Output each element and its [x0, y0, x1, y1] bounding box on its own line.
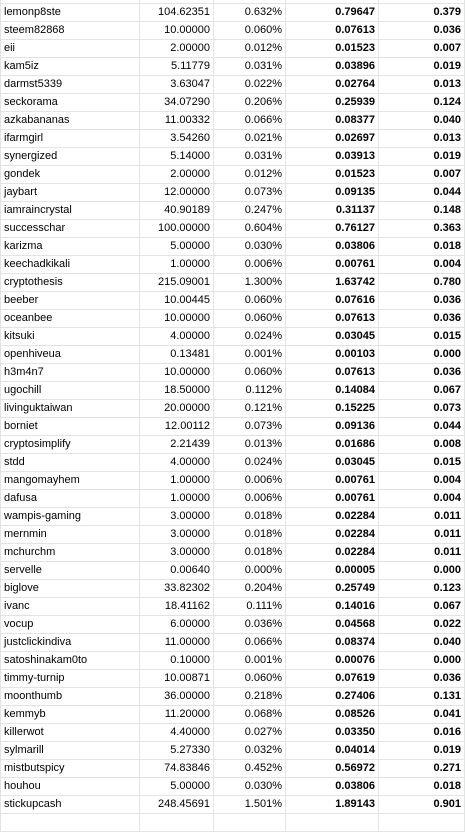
cell-value[interactable]: 0.02284 [286, 508, 379, 526]
cell-amount[interactable]: 3.00000 [140, 544, 214, 562]
cell-name[interactable]: kam5iz [1, 58, 140, 76]
cell-payout[interactable]: 0.011 [379, 526, 465, 544]
cell-name[interactable]: livinguktaiwan [1, 400, 140, 418]
cell-name[interactable]: kemmyb [1, 706, 140, 724]
table-row[interactable] [1, 40, 465, 58]
cell-name[interactable]: darmst5339 [1, 76, 140, 94]
cell-amount[interactable]: 0.10000 [140, 652, 214, 670]
cell-payout[interactable]: 0.004 [379, 472, 465, 490]
table-row[interactable] [1, 436, 465, 454]
cell-amount[interactable]: 248.45691 [140, 796, 214, 814]
cell-name[interactable]: mchurchm [1, 544, 140, 562]
table-row[interactable] [1, 472, 465, 490]
cell-value[interactable]: 0.09135 [286, 184, 379, 202]
table-row[interactable] [1, 526, 465, 544]
table-row[interactable] [1, 724, 465, 742]
cell-name[interactable]: wampis-gaming [1, 508, 140, 526]
cell-value[interactable]: 0.02284 [286, 544, 379, 562]
cell-percent[interactable]: 0.073% [214, 184, 286, 202]
cell-name[interactable]: killerwot [1, 724, 140, 742]
cell-value[interactable] [286, 814, 379, 832]
cell-payout[interactable]: 0.013 [379, 130, 465, 148]
cell-value[interactable]: 0.03896 [286, 58, 379, 76]
cell-name[interactable]: dafusa [1, 490, 140, 508]
cell-payout[interactable]: 0.901 [379, 796, 465, 814]
cell-payout[interactable]: 0.036 [379, 292, 465, 310]
cell-payout[interactable]: 0.041 [379, 706, 465, 724]
cell-amount[interactable]: 10.00871 [140, 670, 214, 688]
cell-value[interactable]: 0.04014 [286, 742, 379, 760]
cell-amount[interactable]: 20.00000 [140, 400, 214, 418]
cell-payout[interactable]: 0.271 [379, 760, 465, 778]
cell-payout[interactable]: 0.780 [379, 274, 465, 292]
cell-name[interactable]: openhiveua [1, 346, 140, 364]
cell-percent[interactable]: 0.006% [214, 490, 286, 508]
table-row[interactable] [1, 400, 465, 418]
cell-amount[interactable]: 40.90189 [140, 202, 214, 220]
cell-amount[interactable]: 1.00000 [140, 490, 214, 508]
cell-percent[interactable]: 0.073% [214, 418, 286, 436]
cell-amount[interactable]: 100.00000 [140, 220, 214, 238]
cell-value[interactable]: 0.03806 [286, 778, 379, 796]
cell-payout[interactable]: 0.007 [379, 166, 465, 184]
cell-value[interactable]: 0.07613 [286, 310, 379, 328]
table-row[interactable] [1, 256, 465, 274]
cell-name[interactable]: eii [1, 40, 140, 58]
cell-name[interactable] [1, 814, 140, 832]
cell-amount[interactable]: 3.63047 [140, 76, 214, 94]
cell-name[interactable]: kitsuki [1, 328, 140, 346]
cell-payout[interactable]: 0.019 [379, 742, 465, 760]
cell-amount[interactable]: 104.62351 [140, 4, 214, 22]
table-row[interactable] [1, 652, 465, 670]
cell-payout[interactable]: 0.000 [379, 652, 465, 670]
cell-payout[interactable]: 0.131 [379, 688, 465, 706]
cell-percent[interactable]: 0.012% [214, 166, 286, 184]
table-row[interactable] [1, 796, 465, 814]
table-row[interactable] [1, 166, 465, 184]
cell-amount[interactable]: 0.00640 [140, 562, 214, 580]
cell-value[interactable]: 0.00103 [286, 346, 379, 364]
cell-amount[interactable]: 2.00000 [140, 166, 214, 184]
table-row[interactable] [1, 346, 465, 364]
cell-payout[interactable] [379, 814, 465, 832]
table-row[interactable] [1, 382, 465, 400]
cell-payout[interactable]: 0.015 [379, 328, 465, 346]
cell-percent[interactable]: 0.024% [214, 454, 286, 472]
cell-value[interactable]: 0.27406 [286, 688, 379, 706]
cell-percent[interactable]: 0.030% [214, 778, 286, 796]
cell-payout[interactable]: 0.000 [379, 346, 465, 364]
cell-name[interactable]: timmy-turnip [1, 670, 140, 688]
cell-name[interactable]: steem82868 [1, 22, 140, 40]
table-row[interactable] [1, 580, 465, 598]
cell-percent[interactable]: 0.030% [214, 238, 286, 256]
cell-value[interactable]: 0.76127 [286, 220, 379, 238]
cell-name[interactable]: satoshinakam0to [1, 652, 140, 670]
cell-value[interactable]: 0.02697 [286, 130, 379, 148]
table-row[interactable] [1, 94, 465, 112]
cell-name[interactable]: ugochill [1, 382, 140, 400]
table-row[interactable] [1, 706, 465, 724]
cell-value[interactable]: 0.25939 [286, 94, 379, 112]
cell-name[interactable]: mernmin [1, 526, 140, 544]
cell-value[interactable]: 0.03913 [286, 148, 379, 166]
cell-payout[interactable]: 0.044 [379, 418, 465, 436]
cell-amount[interactable]: 18.50000 [140, 382, 214, 400]
cell-payout[interactable]: 0.004 [379, 490, 465, 508]
cell-value[interactable]: 0.08374 [286, 634, 379, 652]
cell-name[interactable]: sylmarill [1, 742, 140, 760]
cell-value[interactable]: 0.15225 [286, 400, 379, 418]
cell-payout[interactable]: 0.000 [379, 562, 465, 580]
cell-percent[interactable]: 0.036% [214, 616, 286, 634]
cell-payout[interactable]: 0.044 [379, 184, 465, 202]
table-row[interactable] [1, 778, 465, 796]
cell-value[interactable]: 0.14016 [286, 598, 379, 616]
cell-value[interactable]: 0.03350 [286, 724, 379, 742]
cell-name[interactable]: cryptothesis [1, 274, 140, 292]
cell-amount[interactable]: 11.00000 [140, 634, 214, 652]
cell-percent[interactable]: 0.066% [214, 112, 286, 130]
cell-amount[interactable]: 2.21439 [140, 436, 214, 454]
table-row[interactable] [1, 148, 465, 166]
cell-value[interactable]: 1.89143 [286, 796, 379, 814]
cell-amount[interactable]: 3.00000 [140, 508, 214, 526]
cell-value[interactable]: 0.07619 [286, 670, 379, 688]
cell-percent[interactable]: 0.018% [214, 544, 286, 562]
cell-amount[interactable]: 4.40000 [140, 724, 214, 742]
cell-payout[interactable]: 0.016 [379, 724, 465, 742]
table-row[interactable] [1, 4, 465, 22]
cell-name[interactable]: gondek [1, 166, 140, 184]
table-row[interactable] [1, 76, 465, 94]
cell-percent[interactable]: 0.006% [214, 472, 286, 490]
cell-value[interactable]: 0.01523 [286, 40, 379, 58]
cell-amount[interactable]: 5.14000 [140, 148, 214, 166]
cell-percent[interactable]: 0.066% [214, 634, 286, 652]
table-row[interactable] [1, 58, 465, 76]
table-row[interactable] [1, 364, 465, 382]
table-row[interactable] [1, 814, 465, 832]
cell-amount[interactable]: 10.00000 [140, 22, 214, 40]
cell-amount[interactable]: 1.00000 [140, 472, 214, 490]
cell-name[interactable]: beeber [1, 292, 140, 310]
cell-payout[interactable]: 0.040 [379, 634, 465, 652]
cell-value[interactable]: 0.08526 [286, 706, 379, 724]
cell-value[interactable]: 0.03045 [286, 328, 379, 346]
table-row[interactable] [1, 742, 465, 760]
cell-percent[interactable]: 0.111% [214, 598, 286, 616]
cell-name[interactable]: oceanbee [1, 310, 140, 328]
cell-amount[interactable]: 3.00000 [140, 526, 214, 544]
cell-percent[interactable]: 0.018% [214, 508, 286, 526]
cell-name[interactable]: mangomayhem [1, 472, 140, 490]
table-row[interactable] [1, 238, 465, 256]
cell-payout[interactable]: 0.013 [379, 76, 465, 94]
cell-value[interactable]: 1.63742 [286, 274, 379, 292]
cell-name[interactable]: stickupcash [1, 796, 140, 814]
cell-value[interactable]: 0.00761 [286, 472, 379, 490]
cell-percent[interactable]: 0.060% [214, 310, 286, 328]
cell-value[interactable]: 0.00761 [286, 490, 379, 508]
cell-name[interactable]: keechadkikali [1, 256, 140, 274]
cell-payout[interactable]: 0.011 [379, 544, 465, 562]
cell-percent[interactable]: 0.032% [214, 742, 286, 760]
cell-value[interactable]: 0.03045 [286, 454, 379, 472]
table-row[interactable] [1, 310, 465, 328]
cell-name[interactable]: iamraincrystal [1, 202, 140, 220]
table-row[interactable] [1, 670, 465, 688]
cell-name[interactable]: mistbutspicy [1, 760, 140, 778]
cell-percent[interactable]: 0.013% [214, 436, 286, 454]
cell-payout[interactable]: 0.008 [379, 436, 465, 454]
cell-value[interactable]: 0.07613 [286, 22, 379, 40]
table-row[interactable] [1, 184, 465, 202]
cell-value[interactable]: 0.56972 [286, 760, 379, 778]
cell-value[interactable]: 0.09136 [286, 418, 379, 436]
cell-payout[interactable]: 0.379 [379, 4, 465, 22]
cell-amount[interactable]: 18.41162 [140, 598, 214, 616]
cell-payout[interactable]: 0.124 [379, 94, 465, 112]
cell-amount[interactable]: 1.00000 [140, 256, 214, 274]
cell-payout[interactable]: 0.022 [379, 616, 465, 634]
cell-payout[interactable]: 0.040 [379, 112, 465, 130]
cell-value[interactable]: 0.04568 [286, 616, 379, 634]
table-row[interactable] [1, 418, 465, 436]
cell-name[interactable]: h3m4n7 [1, 364, 140, 382]
table-row[interactable] [1, 490, 465, 508]
cell-amount[interactable]: 0.13481 [140, 346, 214, 364]
cell-payout[interactable]: 0.036 [379, 364, 465, 382]
cell-payout[interactable]: 0.019 [379, 58, 465, 76]
cell-percent[interactable]: 0.218% [214, 688, 286, 706]
table-row[interactable] [1, 130, 465, 148]
cell-name[interactable]: ivanc [1, 598, 140, 616]
cell-value[interactable]: 0.07613 [286, 364, 379, 382]
cell-percent[interactable]: 0.031% [214, 58, 286, 76]
cell-payout[interactable]: 0.363 [379, 220, 465, 238]
cell-percent[interactable]: 0.000% [214, 562, 286, 580]
cell-value[interactable]: 0.31137 [286, 202, 379, 220]
cell-percent[interactable]: 0.060% [214, 670, 286, 688]
cell-percent[interactable]: 0.060% [214, 22, 286, 40]
cell-value[interactable]: 0.01523 [286, 166, 379, 184]
cell-payout[interactable]: 0.018 [379, 778, 465, 796]
cell-name[interactable]: jaybart [1, 184, 140, 202]
cell-payout[interactable]: 0.036 [379, 22, 465, 40]
cell-payout[interactable]: 0.148 [379, 202, 465, 220]
cell-percent[interactable] [214, 814, 286, 832]
cell-name[interactable]: biglove [1, 580, 140, 598]
cell-name[interactable]: synergized [1, 148, 140, 166]
cell-name[interactable]: karizma [1, 238, 140, 256]
table-row[interactable] [1, 634, 465, 652]
cell-value[interactable]: 0.00076 [286, 652, 379, 670]
table-row[interactable] [1, 274, 465, 292]
cell-value[interactable]: 0.02284 [286, 526, 379, 544]
cell-name[interactable]: servelle [1, 562, 140, 580]
cell-percent[interactable]: 0.012% [214, 40, 286, 58]
cell-payout[interactable]: 0.073 [379, 400, 465, 418]
cell-amount[interactable]: 10.00445 [140, 292, 214, 310]
cell-payout[interactable]: 0.067 [379, 382, 465, 400]
cell-value[interactable]: 0.03806 [286, 238, 379, 256]
cell-payout[interactable]: 0.015 [379, 454, 465, 472]
cell-payout[interactable]: 0.123 [379, 580, 465, 598]
table-row[interactable] [1, 616, 465, 634]
cell-payout[interactable]: 0.018 [379, 238, 465, 256]
table-row[interactable] [1, 22, 465, 40]
cell-percent[interactable]: 0.024% [214, 328, 286, 346]
cell-amount[interactable]: 33.82302 [140, 580, 214, 598]
table-row[interactable] [1, 292, 465, 310]
table-row[interactable] [1, 598, 465, 616]
cell-percent[interactable]: 0.022% [214, 76, 286, 94]
cell-name[interactable]: lemonp8ste [1, 4, 140, 22]
cell-value[interactable]: 0.01686 [286, 436, 379, 454]
cell-amount[interactable]: 5.27330 [140, 742, 214, 760]
cell-payout[interactable]: 0.019 [379, 148, 465, 166]
cell-name[interactable]: successchar [1, 220, 140, 238]
cell-name[interactable]: vocup [1, 616, 140, 634]
cell-amount[interactable]: 10.00000 [140, 310, 214, 328]
cell-percent[interactable]: 0.027% [214, 724, 286, 742]
cell-payout[interactable]: 0.004 [379, 256, 465, 274]
table-row[interactable] [1, 454, 465, 472]
cell-value[interactable]: 0.25749 [286, 580, 379, 598]
cell-percent[interactable]: 0.112% [214, 382, 286, 400]
table-row[interactable] [1, 760, 465, 778]
cell-percent[interactable]: 0.001% [214, 346, 286, 364]
cell-payout[interactable]: 0.036 [379, 670, 465, 688]
cell-amount[interactable]: 12.00000 [140, 184, 214, 202]
cell-percent[interactable]: 1.501% [214, 796, 286, 814]
cell-name[interactable]: stdd [1, 454, 140, 472]
cell-name[interactable]: seckorama [1, 94, 140, 112]
cell-value[interactable]: 0.02764 [286, 76, 379, 94]
cell-name[interactable]: moonthumb [1, 688, 140, 706]
cell-value[interactable]: 0.79647 [286, 4, 379, 22]
cell-amount[interactable]: 4.00000 [140, 328, 214, 346]
cell-amount[interactable]: 2.00000 [140, 40, 214, 58]
table-row[interactable] [1, 688, 465, 706]
cell-amount[interactable]: 12.00112 [140, 418, 214, 436]
cell-amount[interactable]: 5.00000 [140, 778, 214, 796]
cell-amount[interactable]: 34.07290 [140, 94, 214, 112]
cell-amount[interactable]: 36.00000 [140, 688, 214, 706]
table-body [1, 0, 465, 832]
cell-amount[interactable]: 74.83846 [140, 760, 214, 778]
cell-payout[interactable]: 0.036 [379, 310, 465, 328]
table-row[interactable] [1, 508, 465, 526]
cell-percent[interactable]: 0.006% [214, 256, 286, 274]
cell-percent[interactable]: 0.021% [214, 130, 286, 148]
cell-amount[interactable]: 5.00000 [140, 238, 214, 256]
cell-percent[interactable]: 0.247% [214, 202, 286, 220]
cell-name[interactable]: borniet [1, 418, 140, 436]
cell-amount[interactable]: 11.20000 [140, 706, 214, 724]
cell-amount[interactable]: 6.00000 [140, 616, 214, 634]
cell-percent[interactable]: 0.031% [214, 148, 286, 166]
cell-value[interactable]: 0.08377 [286, 112, 379, 130]
cell-percent[interactable]: 0.604% [214, 220, 286, 238]
cell-percent[interactable]: 0.068% [214, 706, 286, 724]
cell-value[interactable]: 0.07616 [286, 292, 379, 310]
cell-name[interactable]: cryptosimplify [1, 436, 140, 454]
cell-amount[interactable]: 215.09001 [140, 274, 214, 292]
table-row[interactable] [1, 544, 465, 562]
cell-percent[interactable]: 0.206% [214, 94, 286, 112]
table-row[interactable] [1, 562, 465, 580]
table-row[interactable] [1, 202, 465, 220]
cell-value[interactable]: 0.00005 [286, 562, 379, 580]
cell-percent[interactable]: 0.060% [214, 364, 286, 382]
cell-percent[interactable]: 0.204% [214, 580, 286, 598]
cell-payout[interactable]: 0.067 [379, 598, 465, 616]
cell-percent[interactable]: 0.060% [214, 292, 286, 310]
cell-percent[interactable]: 0.001% [214, 652, 286, 670]
cell-value[interactable]: 0.00761 [286, 256, 379, 274]
cell-amount[interactable]: 11.00332 [140, 112, 214, 130]
cell-value[interactable]: 0.14084 [286, 382, 379, 400]
cell-name[interactable]: justclickindiva [1, 634, 140, 652]
cell-amount[interactable] [140, 814, 214, 832]
cell-percent[interactable]: 0.121% [214, 400, 286, 418]
cell-amount[interactable]: 4.00000 [140, 454, 214, 472]
cell-amount[interactable]: 10.00000 [140, 364, 214, 382]
cell-name[interactable]: ifarmgirl [1, 130, 140, 148]
cell-name[interactable]: azkabananas [1, 112, 140, 130]
cell-percent[interactable]: 0.632% [214, 4, 286, 22]
cell-payout[interactable]: 0.007 [379, 40, 465, 58]
cell-percent[interactable]: 0.452% [214, 760, 286, 778]
cell-payout[interactable]: 0.011 [379, 508, 465, 526]
table-row[interactable] [1, 220, 465, 238]
cell-amount[interactable]: 5.11779 [140, 58, 214, 76]
cell-amount[interactable]: 3.54260 [140, 130, 214, 148]
table-row[interactable] [1, 328, 465, 346]
cell-percent[interactable]: 1.300% [214, 274, 286, 292]
table-row[interactable] [1, 112, 465, 130]
cell-percent[interactable]: 0.018% [214, 526, 286, 544]
cell-name[interactable]: houhou [1, 778, 140, 796]
